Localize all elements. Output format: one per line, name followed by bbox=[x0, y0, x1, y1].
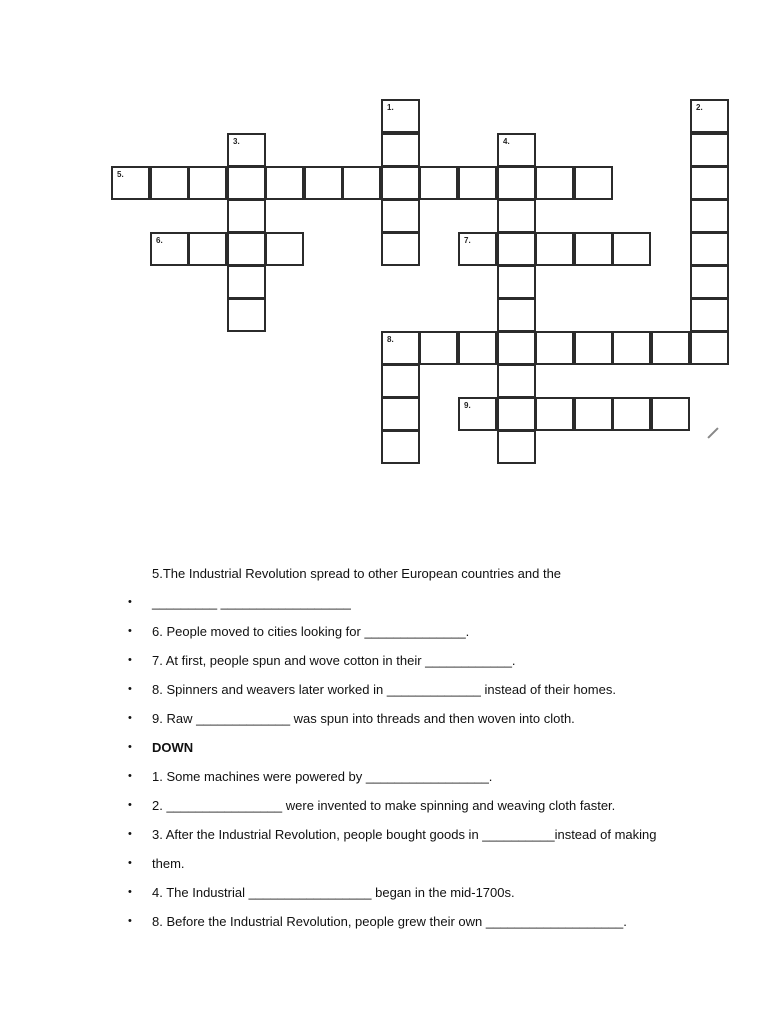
crossword-cell[interactable] bbox=[690, 331, 729, 365]
crossword-cell[interactable] bbox=[497, 397, 536, 431]
crossword-cell[interactable] bbox=[381, 232, 420, 266]
crossword-cell[interactable] bbox=[497, 232, 536, 266]
crossword-cell[interactable] bbox=[419, 166, 458, 200]
crossword-cell[interactable] bbox=[188, 232, 227, 266]
crossword-cell[interactable] bbox=[690, 99, 729, 133]
crossword-cell[interactable] bbox=[690, 199, 729, 233]
crossword-cell[interactable] bbox=[535, 232, 574, 266]
crossword-cell[interactable] bbox=[574, 331, 613, 365]
clue-number: 5. bbox=[117, 170, 124, 179]
crossword-cell[interactable] bbox=[265, 166, 304, 200]
clue-text: them. bbox=[152, 856, 185, 871]
clue-text: 3. After the Industrial Revolution, people bought goods in __________instead of making bbox=[152, 827, 657, 842]
crossword-cell[interactable] bbox=[381, 364, 420, 398]
clue-item bbox=[0, 595, 768, 617]
crossword-cell[interactable] bbox=[497, 199, 536, 233]
clue-text: 7. At first, people spun and wove cotton in their ____________. bbox=[152, 653, 516, 668]
clue-item bbox=[0, 653, 768, 675]
crossword-cell[interactable] bbox=[690, 166, 729, 200]
crossword-cell[interactable] bbox=[612, 397, 651, 431]
clue-number: 4. bbox=[503, 137, 510, 146]
crossword-cell[interactable] bbox=[690, 265, 729, 299]
bullet: • bbox=[128, 915, 132, 927]
bullet: • bbox=[128, 625, 132, 637]
crossword-cell[interactable] bbox=[381, 99, 420, 133]
crossword-cell[interactable] bbox=[458, 166, 497, 200]
clue-item bbox=[0, 711, 768, 733]
crossword-cell[interactable] bbox=[265, 232, 304, 266]
clue-item bbox=[0, 740, 768, 762]
crossword-cell[interactable] bbox=[497, 331, 536, 365]
clue-number: 2. bbox=[696, 103, 703, 112]
clue-number: 6. bbox=[156, 236, 163, 245]
bullet: • bbox=[128, 654, 132, 666]
crossword-cell[interactable] bbox=[304, 166, 343, 200]
clue-number: 9. bbox=[464, 401, 471, 410]
crossword-cell[interactable] bbox=[381, 331, 420, 365]
crossword-cell[interactable] bbox=[497, 430, 536, 464]
bullet: • bbox=[128, 683, 132, 695]
clue-text: 8. Spinners and weavers later worked in _____________ instead of their homes. bbox=[152, 682, 616, 697]
clue-item bbox=[0, 914, 768, 936]
clue-number: 7. bbox=[464, 236, 471, 245]
crossword-cell[interactable] bbox=[497, 298, 536, 332]
clue-text: _________ __________________ bbox=[152, 595, 351, 610]
crossword-cell[interactable] bbox=[458, 232, 497, 266]
clue-number: 1. bbox=[387, 103, 394, 112]
crossword-cell[interactable] bbox=[612, 331, 651, 365]
crossword-cell[interactable] bbox=[574, 232, 613, 266]
bullet: • bbox=[128, 857, 132, 869]
clue-number: 8. bbox=[387, 335, 394, 344]
crossword-cell[interactable] bbox=[381, 199, 420, 233]
crossword-grid bbox=[0, 0, 768, 480]
clue-item bbox=[0, 827, 768, 849]
clue-item bbox=[0, 856, 768, 878]
clue-item bbox=[0, 885, 768, 907]
crossword-cell[interactable] bbox=[381, 166, 420, 200]
clue-text: 4. The Industrial _________________ began in the mid-1700s. bbox=[152, 885, 515, 900]
clue-item bbox=[0, 682, 768, 704]
crossword-cell[interactable] bbox=[381, 430, 420, 464]
crossword-cell[interactable] bbox=[227, 133, 266, 167]
clue-text: 9. Raw _____________ was spun into threads and then woven into cloth. bbox=[152, 711, 575, 726]
crossword-cell[interactable] bbox=[574, 397, 613, 431]
crossword-cell[interactable] bbox=[497, 133, 536, 167]
crossword-cell[interactable] bbox=[227, 265, 266, 299]
crossword-cell[interactable] bbox=[419, 331, 458, 365]
bullet: • bbox=[128, 741, 132, 753]
crossword-cell[interactable] bbox=[458, 397, 497, 431]
clue-item bbox=[0, 624, 768, 646]
crossword-cell[interactable] bbox=[458, 331, 497, 365]
clue-item bbox=[0, 769, 768, 791]
clue-intro: 5.The Industrial Revolution spread to other European countries and the bbox=[152, 566, 562, 581]
crossword-cell[interactable] bbox=[690, 298, 729, 332]
bullet: • bbox=[128, 828, 132, 840]
clue-text: 2. ________________ were invented to make spinning and weaving cloth faster. bbox=[152, 798, 616, 813]
crossword-cell[interactable] bbox=[381, 133, 420, 167]
crossword-cell[interactable] bbox=[651, 331, 690, 365]
down-heading: DOWN bbox=[152, 740, 194, 755]
crossword-cell[interactable] bbox=[497, 364, 536, 398]
crossword-cell[interactable] bbox=[535, 166, 574, 200]
crossword-cell[interactable] bbox=[535, 331, 574, 365]
crossword-cell[interactable] bbox=[535, 397, 574, 431]
clue-text: 1. Some machines were powered by _________________. bbox=[152, 769, 493, 784]
bullet: • bbox=[128, 770, 132, 782]
clue-item bbox=[0, 798, 768, 820]
crossword-cell[interactable] bbox=[188, 166, 227, 200]
crossword-cell[interactable] bbox=[497, 265, 536, 299]
clue-number: 3. bbox=[233, 137, 240, 146]
crossword-cell[interactable] bbox=[150, 232, 189, 266]
crossword-cell[interactable] bbox=[651, 397, 690, 431]
crossword-cell[interactable] bbox=[227, 298, 266, 332]
crossword-cell[interactable] bbox=[342, 166, 381, 200]
crossword-cell[interactable] bbox=[690, 232, 729, 266]
bullet: • bbox=[128, 799, 132, 811]
crossword-cell[interactable] bbox=[690, 133, 729, 167]
bullet: • bbox=[128, 886, 132, 898]
crossword-cell[interactable] bbox=[497, 166, 536, 200]
bullet: • bbox=[128, 712, 132, 724]
clue-text: 8. Before the Industrial Revolution, people grew their own ___________________. bbox=[152, 914, 627, 929]
pencil-mark bbox=[707, 427, 718, 438]
crossword-cell[interactable] bbox=[227, 232, 266, 266]
crossword-cell[interactable] bbox=[612, 232, 651, 266]
crossword-cell[interactable] bbox=[574, 166, 613, 200]
crossword-cell[interactable] bbox=[227, 166, 266, 200]
crossword-cell[interactable] bbox=[111, 166, 150, 200]
bullet: • bbox=[128, 596, 132, 608]
crossword-cell[interactable] bbox=[150, 166, 189, 200]
crossword-cell[interactable] bbox=[381, 397, 420, 431]
clue-text: 6. People moved to cities looking for ______________. bbox=[152, 624, 470, 639]
crossword-cell[interactable] bbox=[227, 199, 266, 233]
